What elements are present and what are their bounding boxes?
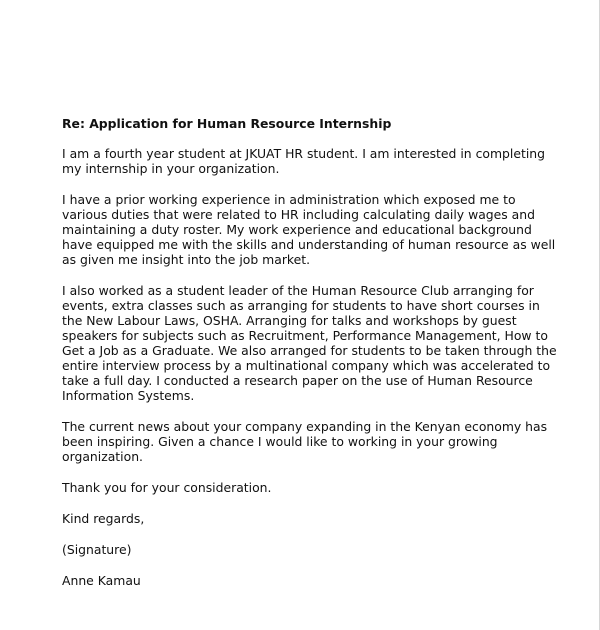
letter-subject: Re: Application for Human Resource Internship	[62, 116, 392, 131]
text-line: maintaining a duty roster. My work experience and educational background	[62, 222, 532, 237]
closing-regards: Kind regards,	[62, 511, 145, 526]
text-line: The current news about your company expanding in the Kenyan economy has	[62, 419, 548, 434]
text-line: various duties that were related to HR including calculating daily wages and	[62, 207, 535, 222]
text-line: Get a Job as a Graduate. We also arranged for students to be taken through the	[62, 343, 557, 358]
text-line: I am a fourth year student at JKUAT HR student. I am interested in completing	[62, 146, 545, 161]
letter-body	[62, 116, 582, 604]
text-line: the New Labour Laws, OSHA. Arranging for talks and workshops by guest	[62, 313, 517, 328]
paragraph-introduction	[62, 146, 582, 176]
text-line: Thank you for your consideration.	[62, 480, 272, 495]
text-line: been inspiring. Given a chance I would like to working in your growing	[62, 434, 498, 449]
paragraph-thanks	[62, 480, 582, 495]
text-line: I have a prior working experience in administration which exposed me to	[62, 192, 516, 207]
text-line: as given me insight into the job market.	[62, 252, 311, 267]
text-line: I also worked as a student leader of the Human Resource Club arranging for	[62, 283, 534, 298]
text-line: take a full day. I conducted a research paper on the use of Human Resource	[62, 373, 533, 388]
paragraph-company-interest	[62, 419, 582, 464]
text-line: have equipped me with the skills and understanding of human resource as well	[62, 237, 556, 252]
text-line: organization.	[62, 449, 143, 464]
paragraph-experience	[62, 192, 582, 267]
text-line: Information Systems.	[62, 388, 195, 403]
text-line: my internship in your organization.	[62, 161, 280, 176]
text-line: speakers for subjects such as Recruitment, Performance Management, How to	[62, 328, 548, 343]
text-line: events, extra classes such as arranging for students to have short courses in	[62, 298, 540, 313]
sender-name: Anne Kamau	[62, 573, 141, 588]
text-line: entire interview process by a multinational company which was accelerated to	[62, 358, 551, 373]
paragraph-leadership	[62, 283, 582, 403]
signature-placeholder: (Signature)	[62, 542, 132, 557]
